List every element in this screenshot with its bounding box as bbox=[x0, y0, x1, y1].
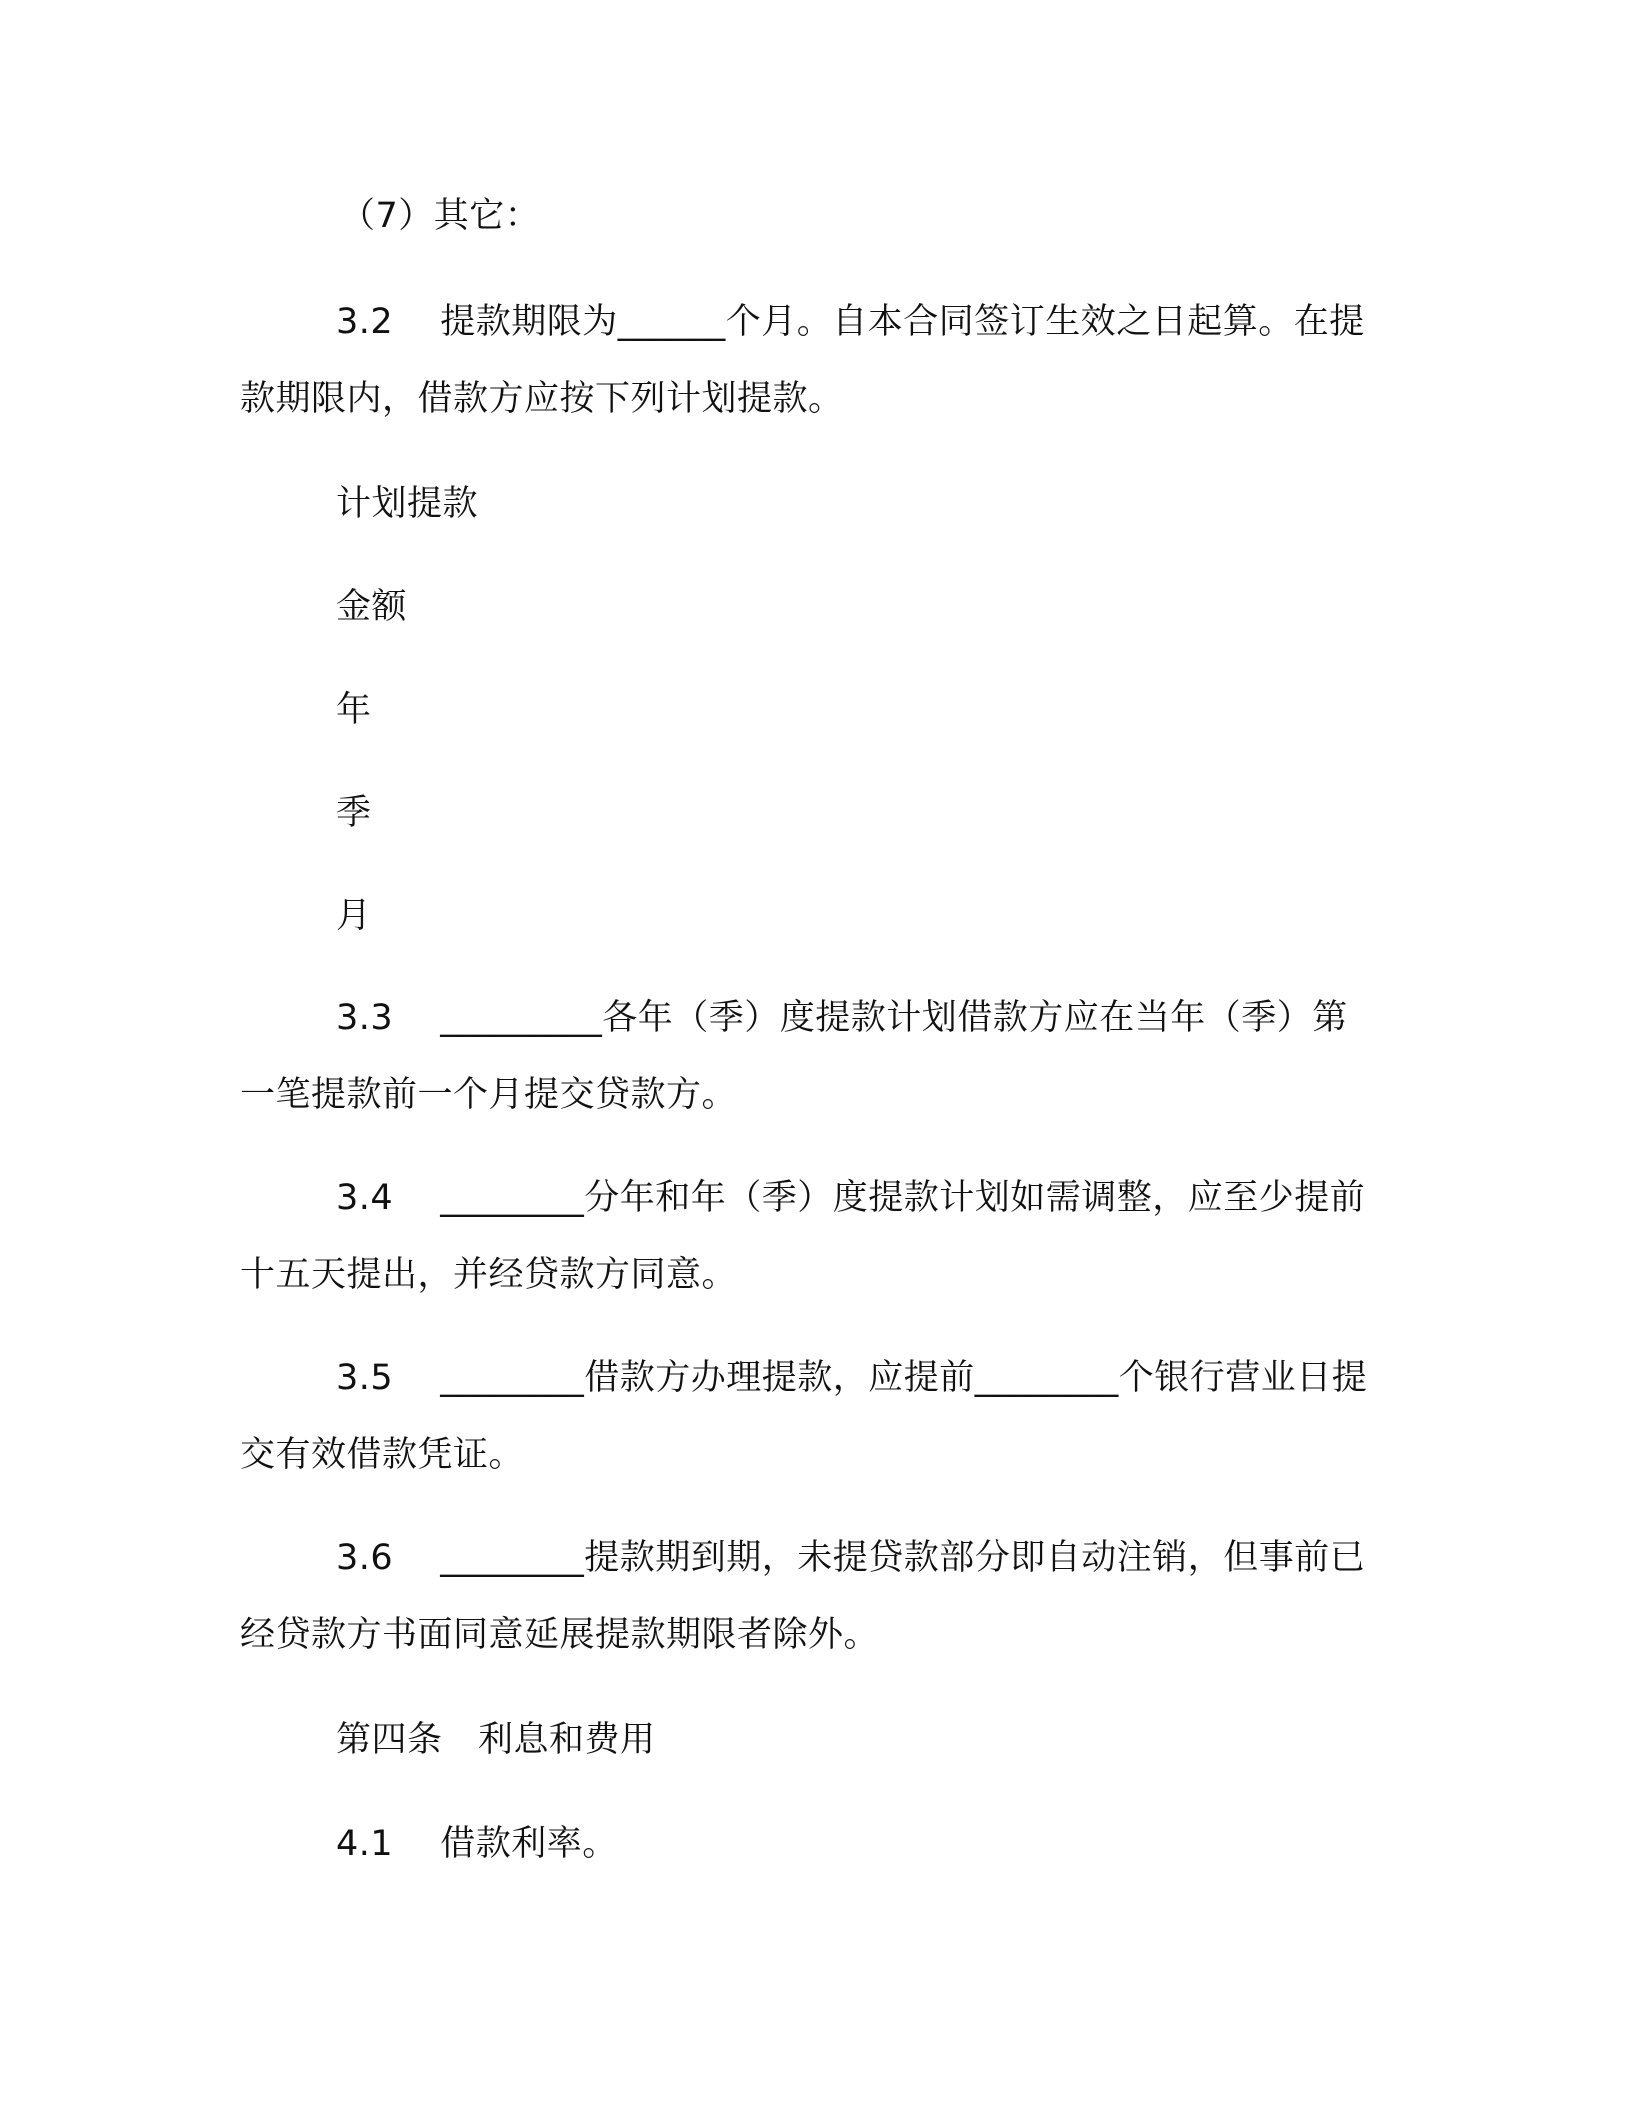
table-label-year: 年 bbox=[336, 690, 372, 730]
paragraph-3-2: 3.2 提款期限为______个月。自本合同签订生效之日起算。在提款期限内，借款方应按下列计划提款。 bbox=[240, 302, 1365, 419]
table-label-month: 月 bbox=[336, 896, 372, 936]
paragraph-other: （7）其它： bbox=[340, 196, 541, 236]
paragraph-3-5: 3.5 ________借款方办理提款，应提前________个银行营业日提交有效借款凭证。 bbox=[240, 1358, 1368, 1475]
article-4-title: 第四条 利息和费用 bbox=[336, 1720, 656, 1760]
table-label-planned-withdrawal: 计划提款 bbox=[336, 484, 479, 524]
table-label-amount: 金额 bbox=[336, 587, 408, 627]
table-label-quarter: 季 bbox=[336, 793, 372, 833]
paragraph-3-3: 3.3 _________各年（季）度提款计划借款方应在当年（季）第一笔提款前一个月提交贷款方。 bbox=[240, 998, 1348, 1115]
paragraph-3-6: 3.6 ________提款期到期，未提贷款部分即自动注销，但事前已经贷款方书面同意延展提款期限者除外。 bbox=[240, 1538, 1366, 1655]
paragraph-4-1: 4.1 借款利率。 bbox=[336, 1824, 618, 1864]
paragraph-3-4: 3.4 ________分年和年（季）度提款计划如需调整，应至少提前十五天提出，并经贷款方同意。 bbox=[240, 1178, 1366, 1295]
